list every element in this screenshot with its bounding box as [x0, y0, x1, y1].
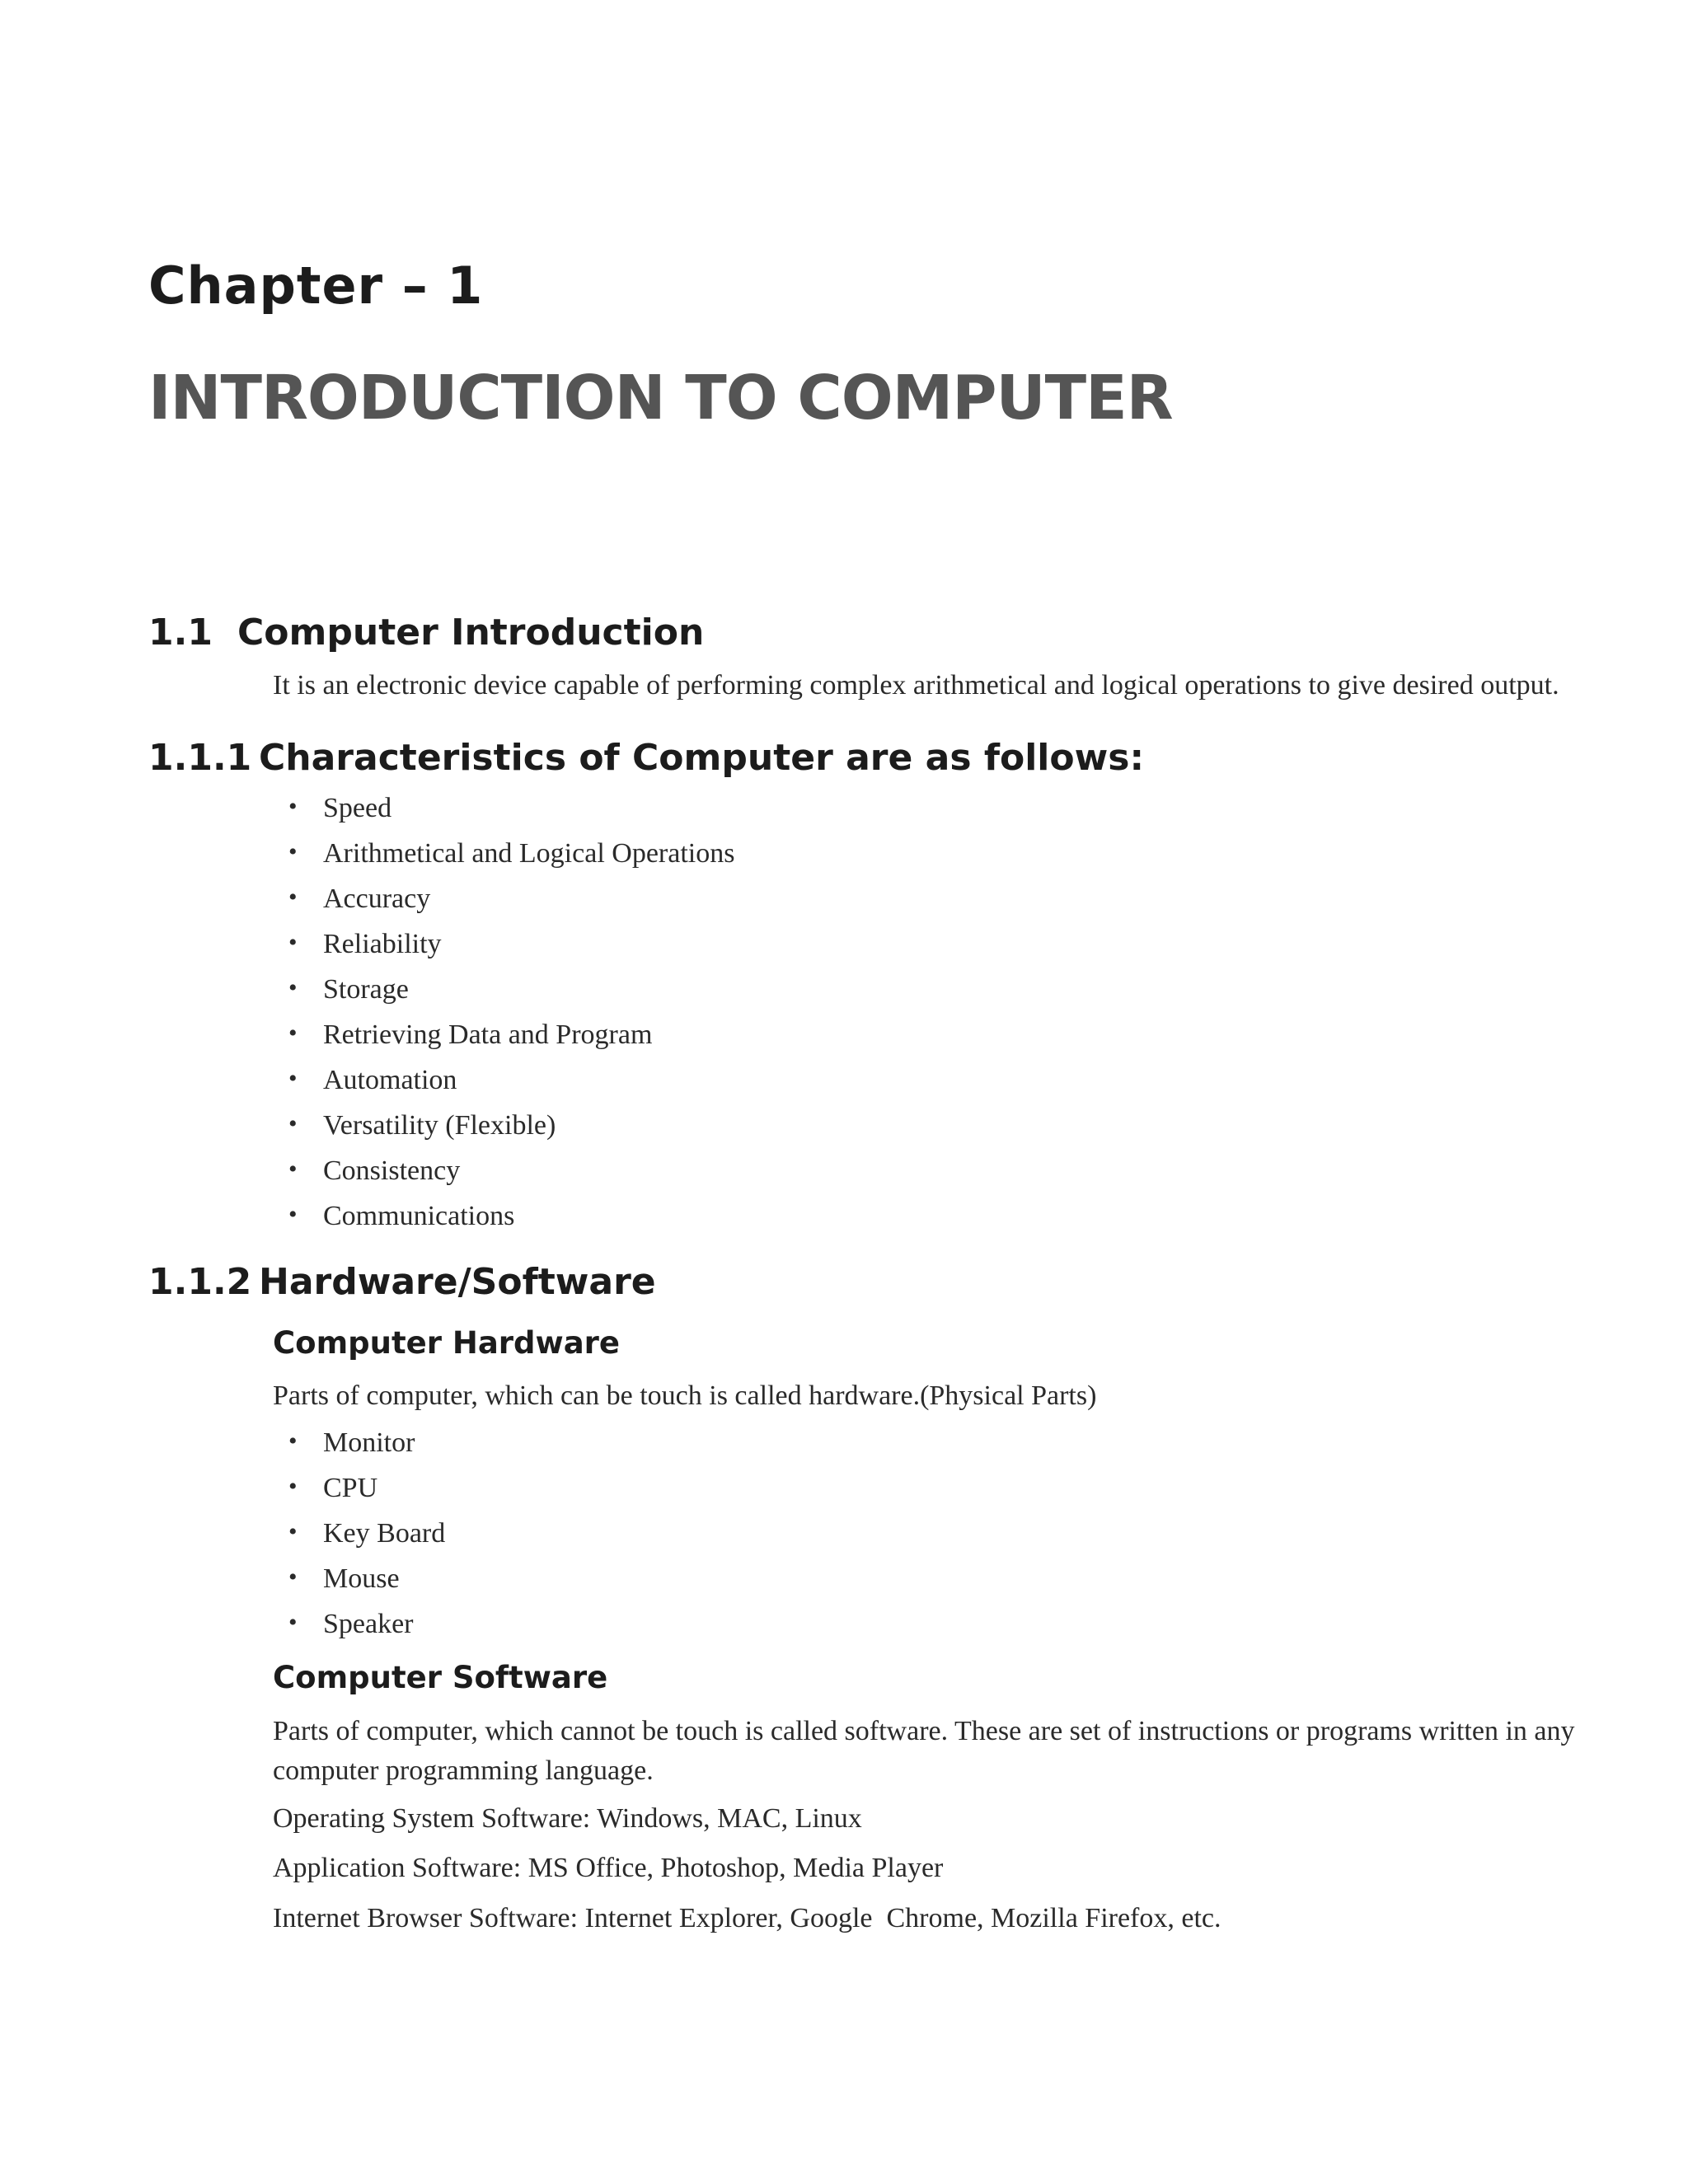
- list-item: • Storage: [288, 974, 409, 1005]
- list-item: • Speaker: [288, 1609, 414, 1639]
- chapter-title: INTRODUCTION TO COMPUTER: [148, 363, 1173, 434]
- computer-intro-text: It is an electronic device capable of performing complex arithmetical and logical operations to give desired output.: [273, 670, 1559, 701]
- list-item: • Reliability: [288, 929, 442, 959]
- list-item: • CPU: [288, 1473, 378, 1503]
- hardware-heading: Computer Hardware: [273, 1325, 621, 1361]
- list-item: • Monitor: [288, 1427, 415, 1458]
- section-1-1-2-heading: [148, 1261, 656, 1303]
- os-software-text: Operating System Software: Windows, MAC, Linux: [273, 1803, 862, 1834]
- list-item: • Key Board: [288, 1518, 446, 1549]
- section-number: 1.1: [148, 612, 213, 654]
- software-heading: Computer Software: [273, 1660, 608, 1695]
- list-item: • Mouse: [288, 1563, 400, 1594]
- list-item: • Consistency: [288, 1155, 461, 1186]
- list-item: • Accuracy: [288, 883, 431, 914]
- chapter-label: Chapter – 1: [148, 255, 484, 316]
- application-software-text: Application Software: MS Office, Photoshop, Media Player: [273, 1853, 944, 1883]
- browser-software-text: Internet Browser Software: Internet Explorer, Google Chrome, Mozilla Firefox, etc.: [273, 1903, 1221, 1933]
- list-item: • Arithmetical and Logical Operations: [288, 838, 735, 869]
- section-number: 1.1.1: [148, 737, 252, 779]
- section-number: 1.1.2: [148, 1261, 252, 1303]
- section-title: Hardware/Software: [259, 1261, 656, 1303]
- list-item: • Versatility (Flexible): [288, 1110, 556, 1141]
- list-item: • Automation: [288, 1065, 457, 1095]
- list-item: • Retrieving Data and Program: [288, 1019, 653, 1050]
- list-item: • Communications: [288, 1201, 515, 1231]
- characteristics-list: [288, 793, 735, 1246]
- hardware-text: Parts of computer, which can be touch is called hardware.(Physical Parts): [273, 1380, 1097, 1411]
- section-1-1-heading: [148, 612, 704, 654]
- list-item: • Speed: [288, 793, 392, 823]
- section-1-1-1-heading: [148, 737, 1144, 779]
- software-text: Parts of computer, which cannot be touch is called software. These are set of instructions or programs written in any computer programming language.: [273, 1716, 1575, 1786]
- section-title: Characteristics of Computer are as follows:: [259, 737, 1145, 779]
- hardware-list: [288, 1427, 446, 1654]
- section-title: Computer Introduction: [237, 612, 705, 654]
